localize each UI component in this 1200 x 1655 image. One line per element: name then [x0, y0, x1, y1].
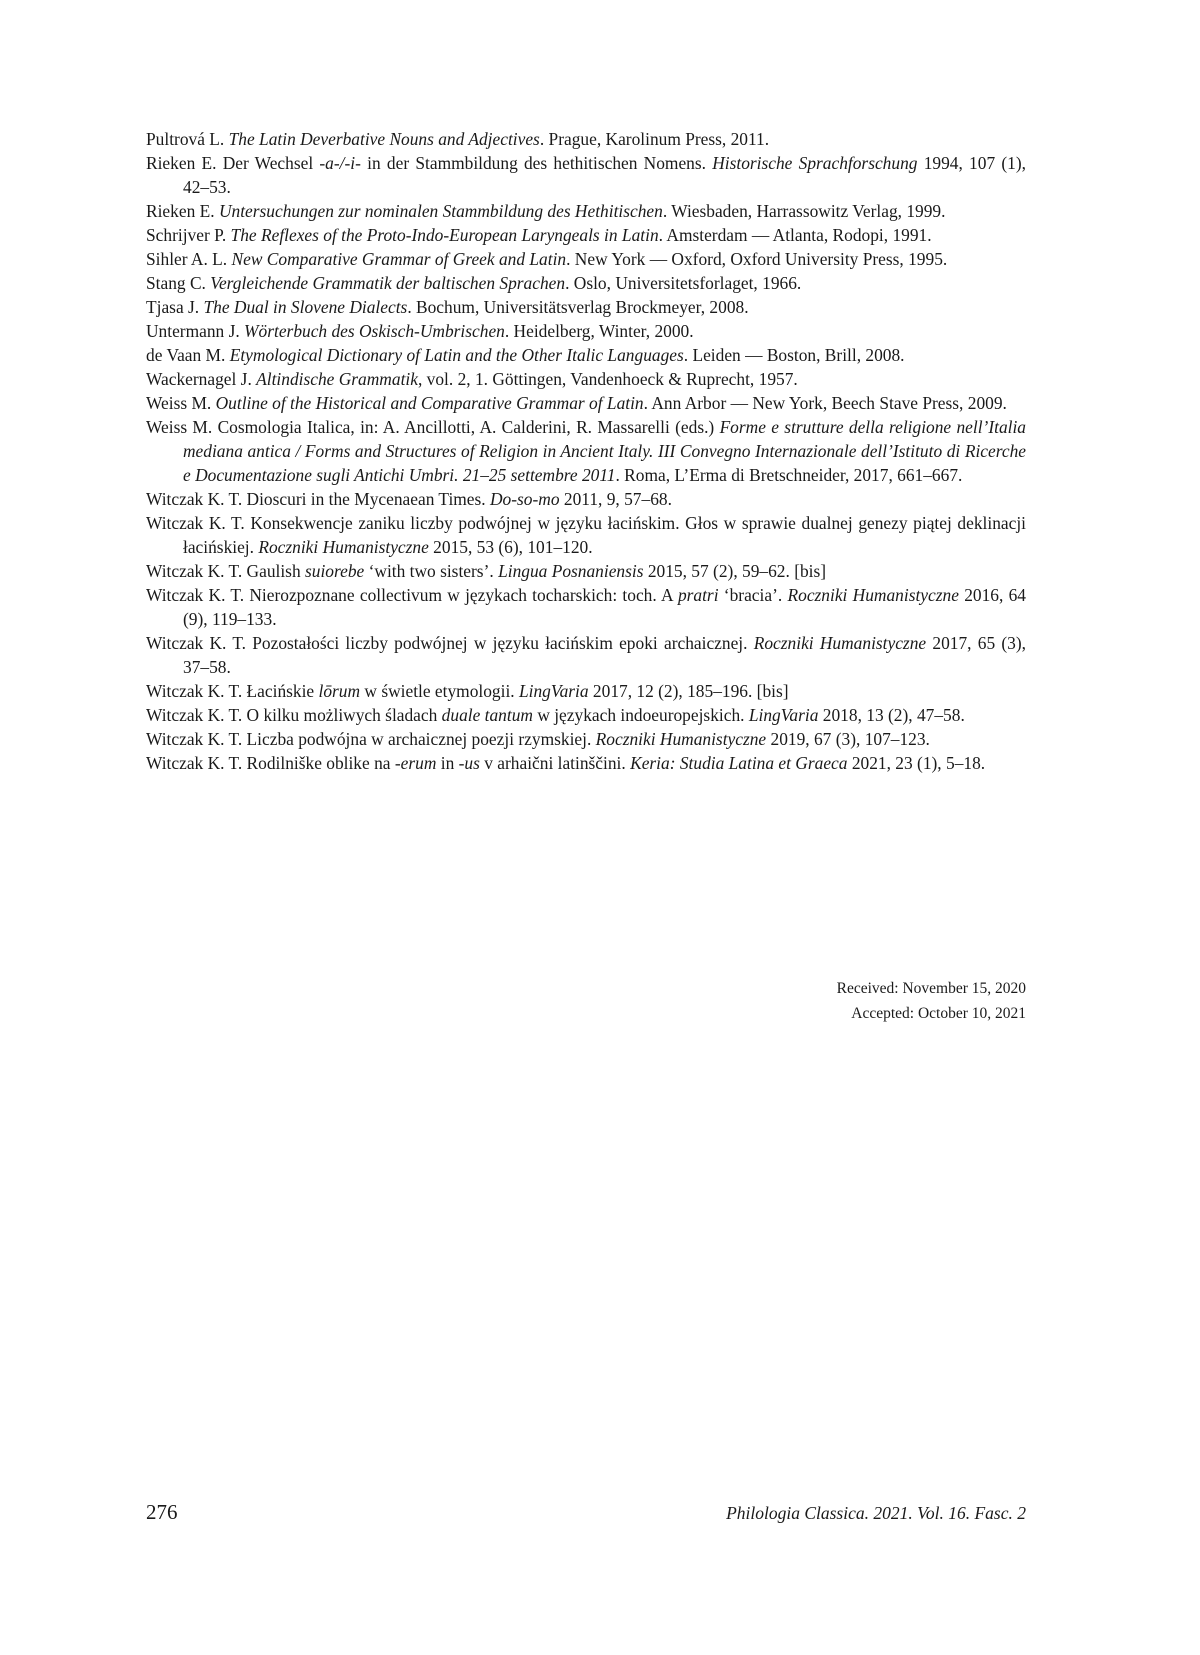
reference-entry [146, 199, 1026, 223]
reference-title: Historische Sprachforschung [712, 153, 918, 173]
reference-title: Do-so-mo [489, 489, 560, 509]
reference-title: LingVaria [518, 681, 589, 701]
reference-title: New Comparative Grammar of Greek and Latin [231, 249, 567, 269]
reference-text: Witczak K. T. Pozostałości liczby podwójnej w języku łacińskim epoki archaicznej. [146, 633, 754, 653]
reference-text: Weiss M. Cosmologia Italica, in: A. Ancillotti, A. Calderini, R. Massarelli (eds.) [146, 417, 720, 437]
reference-entry [146, 487, 1026, 511]
reference-text: , vol. 2, 1. Göttingen, Vandenhoeck & Ruprecht, 1957. [417, 369, 798, 389]
reference-entry [146, 295, 1026, 319]
reference-text: Rieken E. Der Wechsel [146, 153, 320, 173]
reference-entry [146, 679, 1026, 703]
reference-entry [146, 391, 1026, 415]
reference-text: . Amsterdam — Atlanta, Rodopi, 1991. [658, 225, 932, 245]
reference-text: 2011, 9, 57–68. [559, 489, 672, 509]
running-title: Philologia Classica. 2021. Vol. 16. Fasc. 2 [726, 1503, 1026, 1523]
reference-title: The Latin Deverbative Nouns and Adjectives [228, 129, 540, 149]
reference-entry [146, 247, 1026, 271]
reference-text: ‘with two sisters’. [364, 561, 499, 581]
reference-text: in [436, 753, 459, 773]
reference-title: suiorebe [305, 561, 365, 581]
reference-entry [146, 415, 1026, 487]
reference-text: . Leiden — Boston, Brill, 2008. [683, 345, 905, 365]
reference-text: Untermann J. [146, 321, 245, 341]
reference-text: . Heidelberg, Winter, 2000. [504, 321, 694, 341]
reference-text: 2017, 65 (3), 37–58. [183, 633, 1027, 677]
reference-text: . Ann Arbor — New York, Beech Stave Press, 2009. [643, 393, 1007, 413]
reference-title: Vergleichende Grammatik der baltischen Sprachen [210, 273, 566, 293]
reference-text: Wackernagel J. [146, 369, 257, 389]
reference-text: Sihler A. L. [146, 249, 232, 269]
reference-title: -erum [394, 753, 437, 773]
reference-text: 2018, 13 (2), 47–58. [818, 705, 965, 725]
reference-title: LingVaria [748, 705, 819, 725]
reference-title: Untersuchungen zur nominalen Stammbildung des Hethitischen [218, 201, 663, 221]
reference-title: Wörterbuch des Oskisch-Umbrischen [244, 321, 505, 341]
reference-text: Witczak K. T. Gaulish [146, 561, 305, 581]
reference-entry [146, 271, 1026, 295]
reference-text: Witczak K. T. O kilku możliwych śladach [146, 705, 442, 725]
reference-text: Schrijver P. [146, 225, 231, 245]
reference-entry [146, 151, 1026, 199]
reference-text: Rieken E. [146, 201, 219, 221]
reference-text: in der Stammbildung des hethitischen Nomens. [360, 153, 713, 173]
reference-title: pratri [677, 585, 719, 605]
reference-entry [146, 367, 1026, 391]
reference-text: ‘bracia’. [718, 585, 788, 605]
reference-text: . Wiesbaden, Harrassowitz Verlag, 1999. [662, 201, 946, 221]
reference-entry [146, 511, 1026, 559]
reference-text: 2021, 23 (1), 5–18. [847, 753, 986, 773]
reference-title: Keria: Studia Latina et Graeca [630, 753, 848, 773]
reference-entry [146, 727, 1026, 751]
reference-title: Etymological Dictionary of Latin and the Other Italic Languages [229, 345, 684, 365]
reference-title: Outline of the Historical and Comparative Grammar of Latin [215, 393, 644, 413]
reference-text: de Vaan M. [146, 345, 230, 365]
reference-entry [146, 343, 1026, 367]
reference-entry [146, 127, 1026, 151]
reference-text: . Prague, Karolinum Press, 2011. [539, 129, 770, 149]
reference-title: Altindische Grammatik [256, 369, 418, 389]
reference-text: . New York — Oxford, Oxford University Press, 1995. [566, 249, 948, 269]
reference-title: -us [458, 753, 480, 773]
reference-text: Witczak K. T. Nierozpoznane collectivum w językach tocharskich: toch. A [146, 585, 678, 605]
reference-text: 2019, 67 (3), 107–123. [766, 729, 930, 749]
reference-entry [146, 583, 1026, 631]
reference-title: Forme e strutture della religione nell’Italia mediana antica / Forms and Structures of Religion in Ancient Italy. III Convegno Internazionale dell’Istituto di Ricerche e Documentazione sugli Antichi Umbri. 21–25 settembre 2011 [183, 417, 1027, 485]
reference-text: . Oslo, Universitetsforlaget, 1966. [565, 273, 802, 293]
reference-title: The Reflexes of the Proto-Indo-European Laryngeals in Latin [230, 225, 659, 245]
reference-title: Roczniki Humanistyczne [787, 585, 959, 605]
received-date: Received: November 15, 2020 [836, 980, 1026, 997]
reference-text: Witczak K. T. Łacińskie [146, 681, 319, 701]
reference-entry [146, 319, 1026, 343]
reference-text: v arhaični latinščini. [479, 753, 631, 773]
accepted-date: Accepted: October 10, 2021 [851, 1005, 1026, 1022]
reference-text: Witczak K. T. Dioscuri in the Mycenaean Times. [146, 489, 490, 509]
article-dates [837, 976, 1026, 1026]
page-number: 276 [146, 1500, 178, 1524]
reference-text: 2016, 64 (9), 119–133. [183, 585, 1027, 629]
reference-title: Roczniki Humanistyczne [753, 633, 927, 653]
reference-text: Witczak K. T. Rodilniške oblike na [146, 753, 395, 773]
reference-title: Roczniki Humanistyczne [258, 537, 429, 557]
reference-text: Witczak K. T. Konsekwencje zaniku liczby podwójnej w języku łacińskim. Głos w sprawie dualnej genezy piątej deklinacji łacińskiej. [146, 513, 1026, 557]
reference-text: 1994, 107 (1), 42–53. [183, 153, 1026, 197]
reference-title: Lingua Posnaniensis [498, 561, 644, 581]
reference-entry [146, 559, 1026, 583]
reference-text: Stang C. [146, 273, 211, 293]
reference-text: w świetle etymologii. [360, 681, 519, 701]
reference-entry [146, 751, 1026, 775]
reference-text: 2017, 12 (2), 185–196. [bis] [588, 681, 789, 701]
reference-text: 2015, 53 (6), 101–120. [428, 537, 593, 557]
reference-title: lōrum [318, 681, 361, 701]
reference-title: Roczniki Humanistyczne [595, 729, 767, 749]
reference-text: 2015, 57 (2), 59–62. [bis] [643, 561, 827, 581]
reference-title: duale tantum [441, 705, 533, 725]
reference-text: Pultrová L. [146, 129, 229, 149]
reference-title: -a-/-i- [319, 153, 361, 173]
reference-text: Weiss M. [146, 393, 216, 413]
reference-entry [146, 703, 1026, 727]
reference-text: . Roma, L’Erma di Bretschneider, 2017, 661–667. [615, 465, 963, 485]
reference-text: w językach indoeuropejskich. [532, 705, 749, 725]
reference-title: The Dual in Slovene Dialects [203, 297, 408, 317]
reference-text: Tjasa J. [146, 297, 204, 317]
reference-text: . Bochum, Universitätsverlag Brockmeyer, 2008. [407, 297, 749, 317]
reference-list [146, 127, 1026, 775]
reference-entry [146, 223, 1026, 247]
reference-text: Witczak K. T. Liczba podwójna w archaicznej poezji rzymskiej. [146, 729, 596, 749]
reference-entry [146, 631, 1026, 679]
